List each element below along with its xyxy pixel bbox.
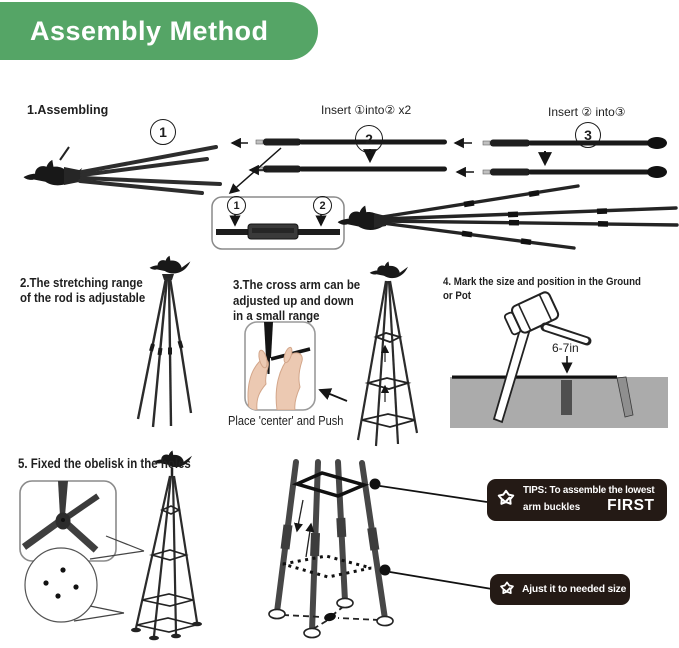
tip1-text-line2: arm buckles bbox=[523, 501, 581, 513]
step4-heading: 4. Mark the size and position in the Ground or Pot bbox=[443, 276, 641, 302]
tip1-text-line1: TIPS: To assemble the lowest bbox=[523, 485, 655, 497]
page-title: Assembly Method bbox=[30, 15, 269, 46]
tip2-text: Ajust it to needed size bbox=[522, 583, 627, 595]
step5-obelisk-drawing bbox=[131, 451, 202, 641]
assembled-fan-drawing bbox=[338, 186, 677, 248]
step3-obelisk-drawing bbox=[358, 262, 417, 447]
step3-heading: 3.The cross arm can be adjusted up and down in a small range bbox=[233, 277, 361, 323]
star-check-icon bbox=[497, 580, 517, 600]
tip1-emphasis: FIRST bbox=[607, 496, 655, 514]
insert-2-into-3-label: Insert ② into③ bbox=[548, 105, 626, 119]
step4-ground-drawing bbox=[450, 291, 668, 428]
part3-number-badge: 3 bbox=[575, 122, 601, 148]
inset-number-1-badge: 1 bbox=[227, 196, 246, 215]
step1-heading: 1.Assembling bbox=[27, 103, 109, 117]
step2-heading: 2.The stretching range of the rod is adjustable bbox=[20, 275, 146, 305]
part3-rods-drawing bbox=[483, 137, 667, 178]
step5-heading: 5. Fixed the obelisk in the holes bbox=[18, 456, 191, 471]
tip-badge-adjust-size bbox=[490, 574, 630, 605]
step2-obelisk-drawing bbox=[138, 256, 191, 427]
title-banner bbox=[0, 2, 318, 60]
step3-caption: Place 'center' and Push bbox=[228, 413, 344, 428]
part1-folded-arms-drawing bbox=[24, 147, 220, 193]
part2-rods-drawing bbox=[256, 139, 447, 173]
part2-number-badge: 2 bbox=[355, 125, 383, 153]
hands-inset-drawing bbox=[245, 322, 347, 410]
depth-label: 6-7in bbox=[552, 341, 579, 355]
part1-number-badge: 1 bbox=[150, 119, 176, 145]
insert-1-into-2-label: Insert ①into② x2 bbox=[321, 103, 412, 117]
star-check-icon bbox=[494, 488, 518, 512]
step5-joint-callout-drawing bbox=[20, 481, 144, 561]
inset-number-2-badge: 2 bbox=[313, 196, 332, 215]
base-closeup-drawing bbox=[269, 462, 492, 638]
tip-badge-lowest-buckles bbox=[487, 479, 667, 521]
